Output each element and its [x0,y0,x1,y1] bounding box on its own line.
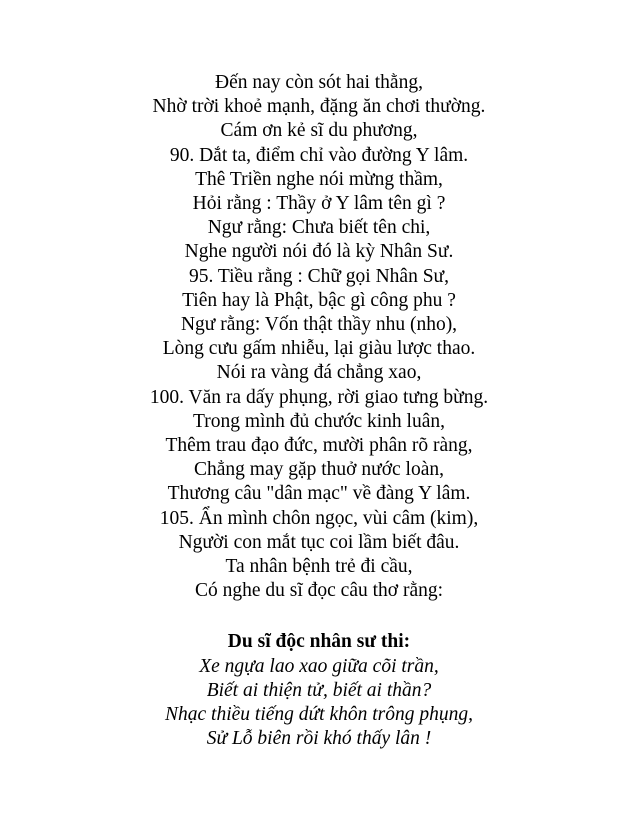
poem-line: Hỏi rằng : Thầy ở Y lâm tên gì ? [192,193,446,215]
poem-line: 90. Dắt ta, điểm chỉ vào đường Y lâm. [169,144,469,166]
poem-line: Ta nhân bệnh trẻ đi cầu, [225,556,413,578]
poem-line: Ngư rằng: Vốn thật thầy nhu (nho), [180,314,458,336]
verse-section [0,630,638,751]
poem-line: Thê Triền nghe nói mừng thầm, [195,168,443,190]
poem-stanza [0,71,638,603]
poem-line: Đến nay còn sót hai thằng, [215,72,423,93]
poem-line: Thương câu "dân mạc" về đàng Y lâm. [167,483,471,505]
poem-line: Người con mắt tục coi lầm biết đâu. [178,531,460,553]
poem-line: Thêm trau đạo đức, mười phân rõ ràng, [165,435,473,457]
verse-line: Nhạc thiều tiếng dứt khôn trông phụng, [165,704,473,726]
verse-line: Xe ngựa lao xao giữa cõi trần, [199,655,439,677]
poem-line: Nói ra vàng đá chẳng xao, [216,362,422,384]
poem-line: 100. Văn ra dấy phụng, rời giao tưng bừng. [149,386,489,408]
poem-line: Chẳng may gặp thuở nước loàn, [194,459,444,481]
poem-line: 95. Tiều rằng : Chữ gọi Nhân Sư, [188,265,450,287]
poem-line: Lòng cưu gấm nhiễu, lại giàu lược thao. [162,338,476,360]
poem-line: Nhờ trời khoẻ mạnh, đặng ăn chơi thường. [152,96,486,118]
poem-line: Ngư rằng: Chưa biết tên chi, [207,217,431,239]
poem-line: Tiên hay là Phật, bậc gì công phu ? [182,289,456,311]
poem-line: Trong mình đủ chước kinh luân, [193,410,445,432]
verse-line: Sử Lỗ biên rồi khó thấy lân ! [206,728,432,750]
poem-line: Cám ơn kẻ sĩ du phương, [220,120,418,142]
poem-line: Nghe người nói đó là kỳ Nhân Sư. [184,241,454,263]
document-page [0,71,638,751]
verse-title: Du sĩ độc nhân sư thi: [227,631,411,653]
verse-line: Biết ai thiện tử, biết ai thần? [206,679,432,701]
poem-line: 105. Ẩn mình chôn ngọc, vùi câm (kim), [159,507,479,529]
poem-line: Có nghe du sĩ đọc câu thơ rằng: [194,580,444,602]
stanza-gap [0,603,638,627]
